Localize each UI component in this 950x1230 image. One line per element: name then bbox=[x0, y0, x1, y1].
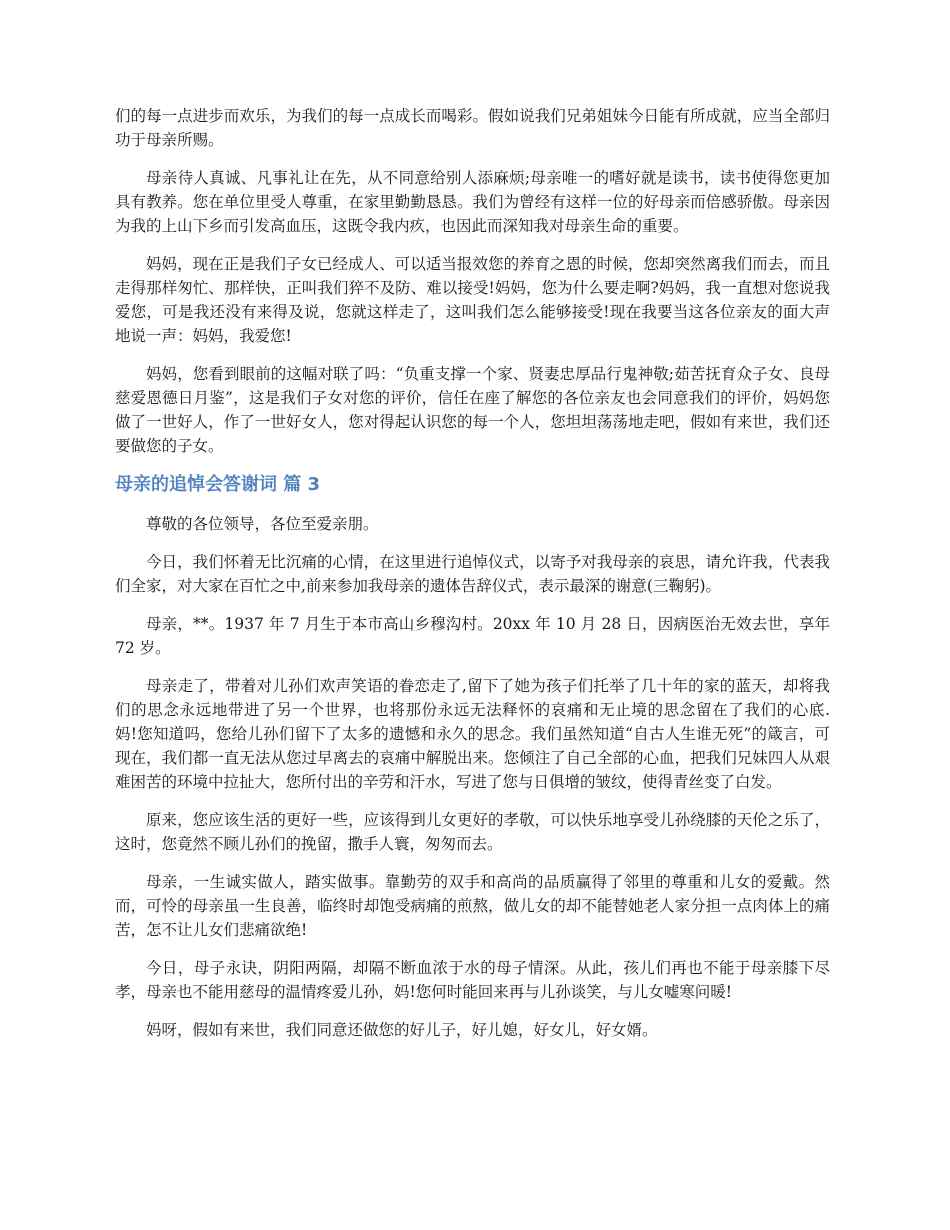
paragraph-closing: 妈呀，假如有来世，我们同意还做您的好儿子，好儿媳，好女儿，好女婿。 bbox=[146, 1021, 658, 1039]
paragraph-continuation: 们的每一点进步而欢乐，为我们的每一点成长而喝彩。假如说我们兄弟姐妹今日能有所成就，应当全部归功于母亲所赐。 bbox=[115, 107, 830, 149]
section-heading: 母亲的追悼会答谢词 篇 3 bbox=[115, 474, 321, 495]
paragraph: 今日，母子永诀，阴阳两隔，却隔不断血浓于水的母子情深。从此，孩儿们再也不能于母亲膝下尽孝，母亲也不能用慈母的温情疼爱儿孙，妈!您何时能回来再与儿孙谈笑，与儿女嘘寒问暖! bbox=[115, 959, 830, 1001]
paragraph: 妈妈，现在正是我们子女已经成人、可以适当报效您的养育之恩的时候，您却突然离我们而去，而且走得那样匆忙、那样快，正叫我们猝不及防、难以接受!妈妈，您为什么要走啊?妈妈，我一直想对您说我爱您，可是我还没有来得及说，您就这样走了，这叫我们怎么能够接受!现在我要当这各位亲友的面大声地说一声：妈妈，我爱您! bbox=[115, 255, 830, 345]
paragraph: 母亲，**。1937 年 7 月生于本市高山乡穆沟村。20xx 年 10 月 28 日，因病医治无效去世，享年 72 岁。 bbox=[115, 615, 830, 657]
paragraph: 母亲待人真诚、凡事礼让在先，从不同意给别人添麻烦;母亲唯一的嗜好就是读书，读书使得您更加具有教养。您在单位里受人尊重，在家里勤勤恳恳。我们为曾经有这样一位的好母亲而倍感骄傲。母亲因为我的上山下乡而引发高血压，这既令我内疚，也因此而深知我对母亲生命的重要。 bbox=[115, 169, 830, 235]
paragraph: 今日，我们怀着无比沉痛的心情，在这里进行追悼仪式，以寄予对我母亲的哀思，请允许我，代表我们全家，对大家在百忙之中,前来参加我母亲的遗体告辞仪式，表示最深的谢意(三鞠躬)。 bbox=[115, 553, 830, 595]
paragraph: 妈妈，您看到眼前的这幅对联了吗：“负重支撑一个家、贤妻忠厚品行鬼神敬;茹苦抚育众子女、良母慈爱恩德日月鉴”，这是我们子女对您的评价，信任在座了解您的各位亲友也会同意我们的评价，妈妈您做了一世好人，作了一世好女人，您对得起认识您的每一个人，您坦坦荡荡地走吧，假如有来世，我们还要做您的子女。 bbox=[115, 365, 830, 455]
paragraph-greeting: 尊敬的各位领导，各位至爱亲朋。 bbox=[146, 515, 379, 533]
paragraph: 母亲，一生诚实做人，踏实做事。靠勤劳的双手和高尚的品质赢得了邻里的尊重和儿女的爱戴。然而，可怜的母亲虽一生良善，临终时却饱受病痛的煎熬，做儿女的却不能替她老人家分担一点肉体上的痛苦，怎不让儿女们悲痛欲绝! bbox=[115, 873, 830, 939]
paragraph: 原来，您应该生活的更好一些，应该得到儿女更好的孝敬，可以快乐地享受儿孙绕膝的天伦之乐了，这时，您竟然不顾儿孙们的挽留，撒手人寰，匆匆而去。 bbox=[115, 811, 830, 853]
paragraph: 母亲走了，带着对儿孙们欢声笑语的眷恋走了,留下了她为孩子们托举了几十年的家的蓝天，却将我们的思念永远地带进了另一个世界，也将那份永远无法释怀的哀痛和无止境的思念留在了我们的心底. 妈!您知道吗，您给儿孙们留下了太多的遗憾和永久的思念。我们虽然知道“自古人生谁无死”的箴言，可现在，我们都一直无法从您过早离去的哀痛中解脱出来。您倾注了自己全部的心血，把我们兄妹四人从艰难困苦的环境中拉扯大，您所付出的辛劳和汗水，写进了您与日俱增的皱纹，使得青丝变了白发。 bbox=[115, 677, 846, 791]
